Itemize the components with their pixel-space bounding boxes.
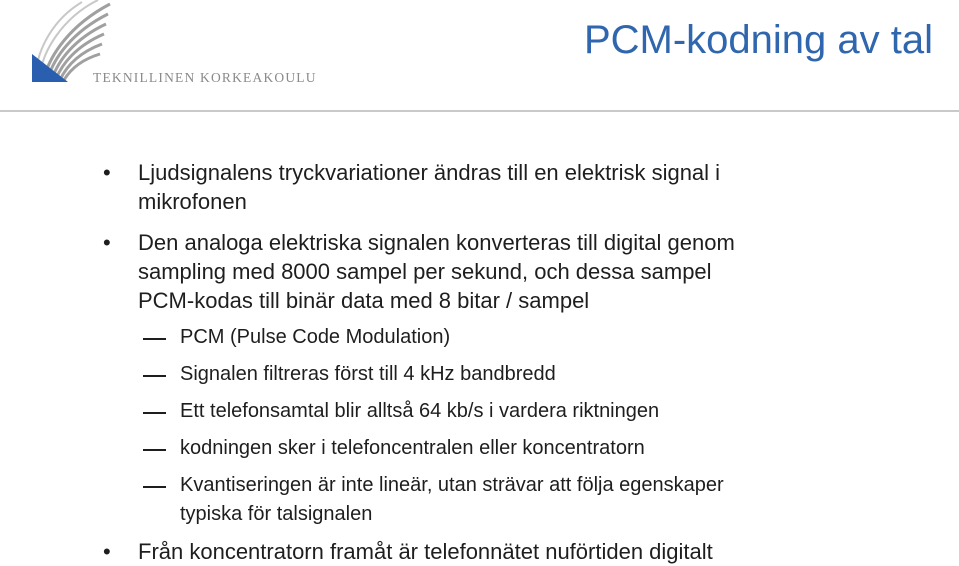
sub-bullet-text: Kvantiseringen är inte lineär, utan strävar att följa egenskaper (180, 474, 724, 496)
bullet-text: Ljudsignalens tryckvariationer ändras till en elektrisk signal i (138, 160, 721, 185)
bullet-text: PCM-kodas till binär data med 8 bitar / sampel (138, 288, 590, 313)
bullet-text: sampling med 8000 sampel per sekund, och dessa sampel (138, 259, 712, 284)
dash-icon (143, 338, 166, 340)
bullet-text: Den analoga elektriska signalen konverteras till digital genom (138, 230, 735, 255)
sub-bullet-item (0, 360, 959, 389)
header-divider (0, 110, 959, 112)
slide-title: PCM-kodning av tal (583, 18, 933, 62)
sub-bullet-item (0, 434, 959, 463)
sub-bullet-text: kodningen sker i telefoncentralen eller koncentratorn (180, 437, 645, 459)
dash-icon (143, 412, 166, 414)
dash-icon (143, 449, 166, 451)
bullet-text: Från koncentratorn framåt är telefonnätet nuförtiden digitalt (138, 539, 713, 564)
sub-bullet-item (0, 397, 959, 426)
bullet-text: mikrofonen (138, 189, 247, 214)
bullet-item (0, 158, 959, 216)
bullet-dot-icon: • (103, 160, 111, 185)
bullet-list (0, 158, 959, 566)
bullet-item (0, 228, 959, 315)
bullet-item (0, 537, 959, 566)
dash-icon (143, 486, 166, 488)
sub-bullet-text: PCM (Pulse Code Modulation) (180, 326, 451, 348)
bullet-dot-icon: • (103, 539, 111, 564)
sub-bullet-text: Signalen filtreras först till 4 kHz bandbredd (180, 363, 556, 385)
organization-name: TEKNILLINEN KORKEAKOULU (93, 70, 317, 85)
dash-icon (143, 375, 166, 377)
sub-bullet-item (0, 471, 959, 529)
bullet-dot-icon: • (103, 230, 111, 255)
sub-bullet-text: Ett telefonsamtal blir alltså 64 kb/s i vardera riktningen (180, 400, 660, 422)
sub-bullet-text: typiska för talsignalen (180, 503, 373, 525)
sub-bullet-item (0, 323, 959, 352)
